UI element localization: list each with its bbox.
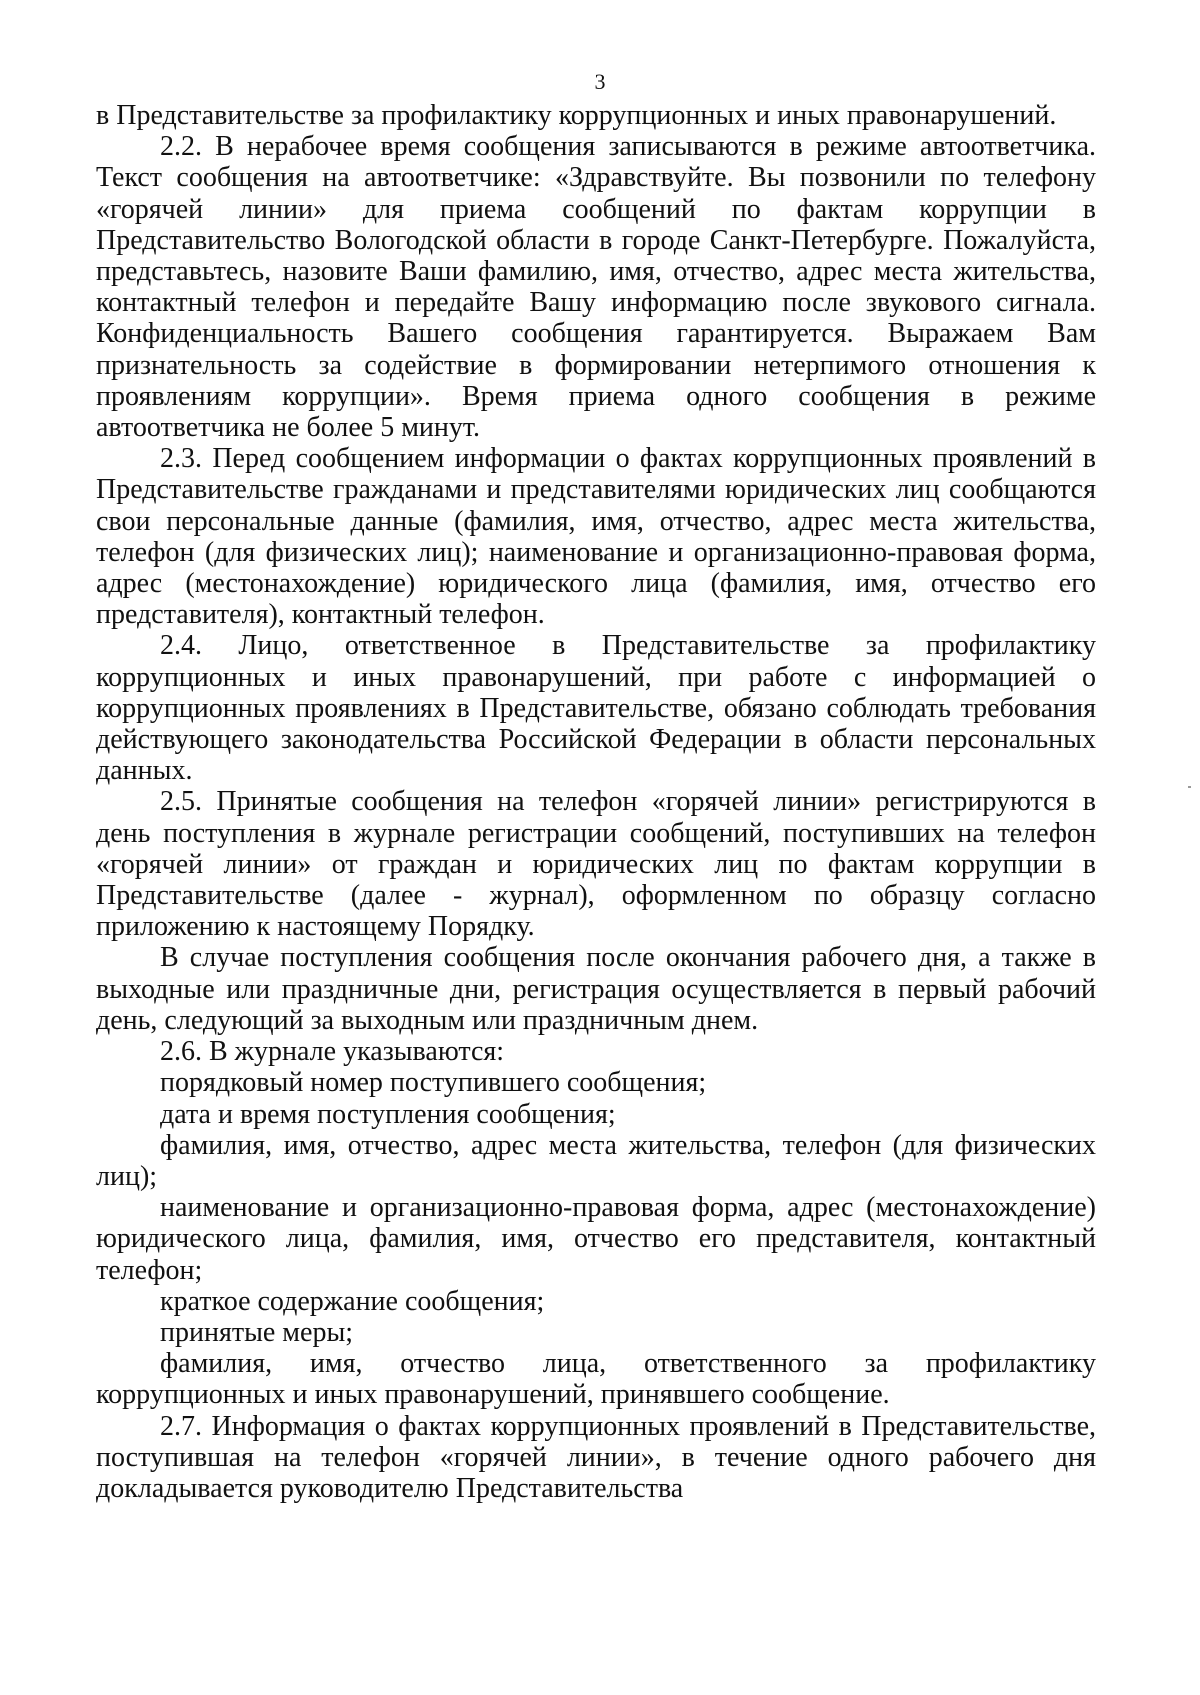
journal-item-summary: краткое содержание сообщения; — [160, 1285, 545, 1317]
paragraph-2-2: 2.2. В нерабочее время сообщения записываются в режиме автоответчика. Текст сообщения на автоответчике: «Здравствуйте. Вы позвонили по телефону «горячей линии» для приема сообщений по фактам коррупции в Представительство Вологодской области в городе Санкт-Петербурге. Пожалуйста, представьтесь, назовите Ваши фамилию, имя, отчество, адрес места жительства, контактный телефон и передайте Вашу информацию после звукового сигнала. Конфиденциальность Вашего сообщения гарантируется. Выражаем Вам признательность за содействие в формировании нетерпимого отношения к проявлениям коррупции». Время приема одного сообщения в режиме автоответчика не более 5 минут. — [96, 131, 1096, 444]
journal-item-measures: принятые меры; — [160, 1316, 354, 1348]
journal-item-date: дата и время поступления сообщения; — [160, 1098, 616, 1130]
scan-speck — [1188, 786, 1191, 788]
paragraph-2-5: 2.5. Принятые сообщения на телефон «горячей линии» регистрируются в день поступления в журнале регистрации сообщений, поступивших на телефон «горячей линии» от граждан и юридических лиц по фактам коррупции в Представительстве (далее - журнал), оформленном по образцу согласно приложению к настоящему Порядку. — [96, 786, 1096, 943]
paragraph-2-7: 2.7. Информация о фактах коррупционных проявлений в Представительстве, поступившая на телефон «горячей линии», в течение одного рабочего дня докладывается руководителю Представительства — [96, 1410, 1096, 1504]
paragraph-2-4: 2.4. Лицо, ответственное в Представительстве за профилактику коррупционных и иных правонарушений, при работе с информацией о коррупционных проявлениях в Представительстве, обязано соблюдать требования действующего законодательства Российской Федерации в области персональных данных. — [96, 630, 1096, 787]
journal-item-person: фамилия, имя, отчество, адрес места жительства, телефон (для физических лиц); — [96, 1129, 1096, 1192]
paragraph-after-hours: В случае поступления сообщения после окончания рабочего дня, а также в выходные или праздничные дни, регистрация осуществляется в первый рабочий день, следующий за выходным или праздничным днем. — [96, 942, 1096, 1036]
page-number: 3 — [594, 69, 606, 94]
paragraph-2-6: 2.6. В журнале указываются: — [160, 1036, 505, 1068]
journal-item-organization: наименование и организационно-правовая форма, адрес (местонахождение) юридического лица, фамилия, имя, отчество его представителя, контактный телефон; — [96, 1192, 1096, 1286]
document-body — [96, 100, 1096, 1504]
journal-item-responsible: фамилия, имя, отчество лица, ответственного за профилактику коррупционных и иных правонарушений, принявшего сообщение. — [96, 1348, 1096, 1411]
journal-item-number: порядковый номер поступившего сообщения; — [160, 1067, 707, 1099]
paragraph-2-3: 2.3. Перед сообщением информации о фактах коррупционных проявлений в Представительстве гражданами и представителями юридических лиц сообщаются свои персональные данные (фамилия, имя, отчество, адрес места жительства, телефон (для физических лиц); наименование и организационно-правовая форма, адрес (местонахождение) юридического лица (фамилия, имя, отчество его представителя), контактный телефон. — [96, 443, 1096, 631]
paragraph-continuation: в Представительстве за профилактику коррупционных и иных правонарушений. — [96, 100, 1057, 131]
